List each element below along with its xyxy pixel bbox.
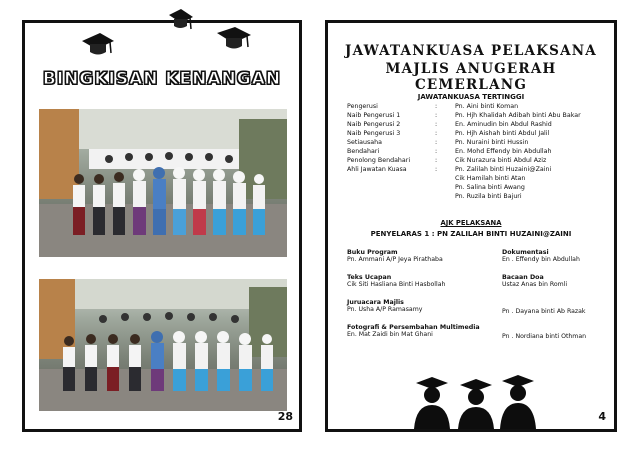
- task-block: Bacaan Doa Ustaz Anas bin Romli: [502, 274, 568, 288]
- committee-row: Cik Hamilah binti Atan: [455, 175, 526, 182]
- ajk-heading: AJK PELAKSANA: [440, 219, 502, 227]
- page-number: 4: [598, 410, 606, 423]
- group-photo: [39, 109, 287, 257]
- coordinator-line: PENYELARAS 1 : PN ZALILAH BINTI HUZAINI@ZAINI: [370, 230, 572, 238]
- page-title: BINGKISAN KENANGAN: [42, 69, 282, 89]
- graduation-cap-icon: [165, 7, 195, 41]
- task-block: Pn . Nordiana binti Othman: [502, 333, 587, 340]
- committee-row: Setiausaha : Pn. Nuraini binti Hussin: [347, 139, 529, 146]
- page-number: 28: [277, 410, 293, 423]
- left-page: [22, 20, 302, 432]
- committee-row: Pn. Ruzila binti Bajuri: [455, 193, 522, 200]
- committee-heading: JAWATANKUASA TERTINGGI: [417, 93, 525, 101]
- group-photo: [39, 279, 287, 411]
- graduation-cap-icon: [80, 25, 116, 59]
- task-block: Pn . Dayana binti Ab Razak: [502, 308, 586, 315]
- page-subtitle: MAJLIS ANUGERAH CEMERLANG: [385, 61, 557, 93]
- task-block: Dokumentasi En . Effendy bin Abdullah: [502, 249, 580, 263]
- right-page: [325, 20, 617, 432]
- task-block: Buku Program Pn. Ammani A/P Jeya Pirathaba: [347, 249, 443, 263]
- committee-row: Penolong Bendahari : Cik Nurazura binti Abdul Aziz: [347, 157, 547, 164]
- committee-row: Pn. Salina binti Awang: [455, 184, 525, 191]
- graduation-cap-icon: [215, 23, 253, 55]
- committee-row: Bendahari : En. Mohd Effendy bin Abdullah: [347, 148, 552, 155]
- committee-row: Pengerusi : Pn. Aini binti Koman: [347, 103, 519, 110]
- task-block: Fotografi & Persembahan Multimedia En. Mat Zaidi bin Mat Ghani: [347, 324, 480, 338]
- graduates-silhouette-icon: [406, 375, 546, 429]
- committee-row: Ahli Jawatan Kuasa : Pn. Zalilah binti Huzaini@Zaini: [347, 166, 552, 173]
- committee-row: Naib Pengerusi 3 : Pn. Hjh Aishah binti Abdul Jalil: [347, 130, 550, 137]
- page-title: JAWATANKUASA PELAKSANA: [345, 43, 597, 59]
- task-block: Juruacara Majlis Pn. Usha A/P Ramasamy: [347, 299, 423, 313]
- committee-row: Naib Pengerusi 1 : Pn. Hjh Khalidah Adibah binti Abu Bakar: [347, 112, 581, 119]
- committee-row: Naib Pengerusi 2 : En. Aminudin bin Abdul Rashid: [347, 121, 552, 128]
- task-block: Teks Ucapan Cik Siti Hasliana Binti Hasbollah: [347, 274, 446, 288]
